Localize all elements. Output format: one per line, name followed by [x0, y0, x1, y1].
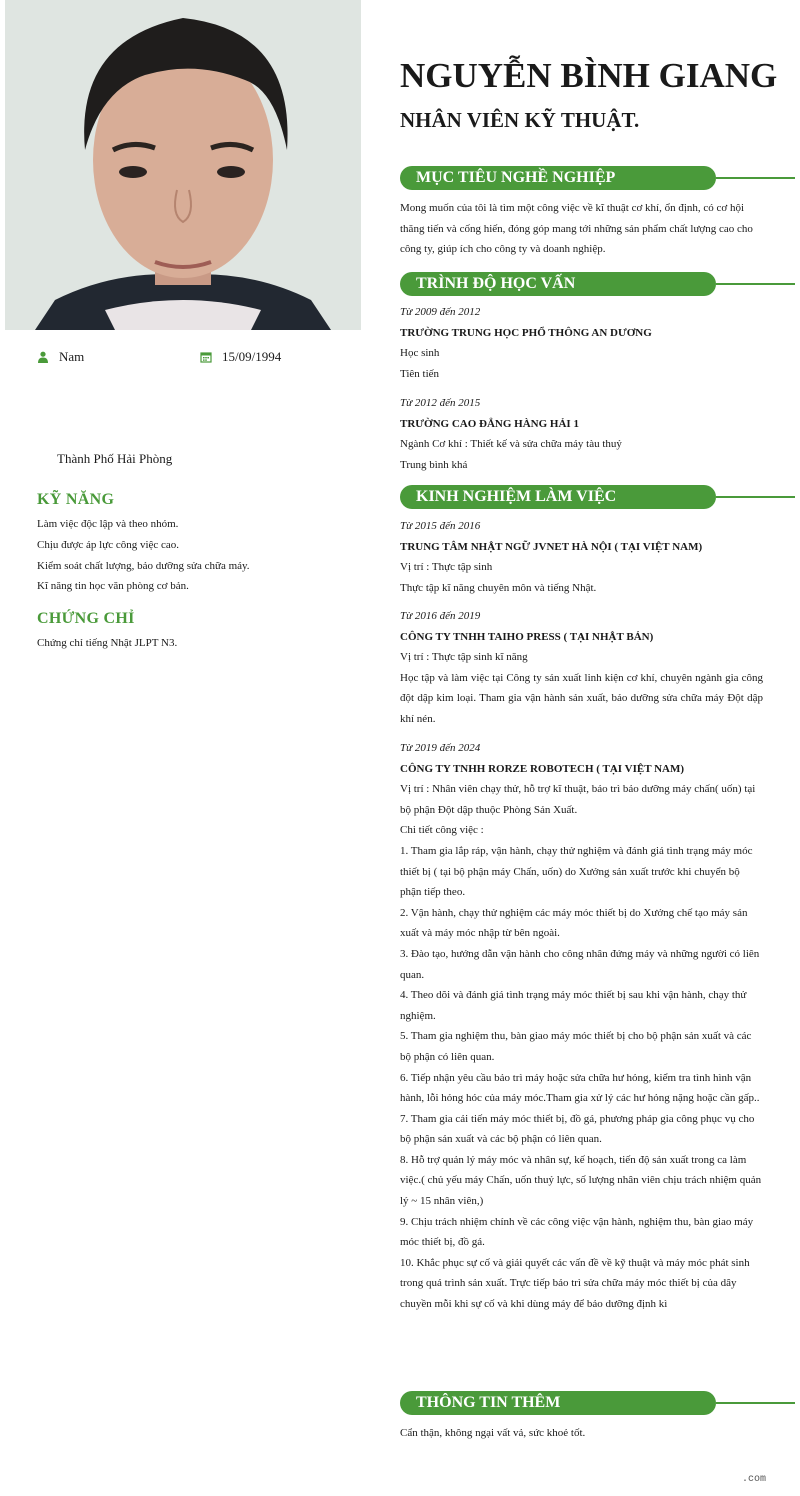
certificates-list: [37, 633, 337, 654]
section-header-education: [400, 272, 795, 296]
profile-photo: [5, 0, 361, 330]
list-item: Kĩ năng tin học văn phòng cơ bản.: [37, 580, 189, 593]
job-description: Thực tập kĩ năng chuyên môn và tiếng Nhật.: [400, 581, 597, 594]
education-detail: Tiên tiến: [400, 367, 440, 380]
job-title: NHÂN VIÊN KỸ THUẬT.: [400, 108, 640, 132]
calendar-icon: [200, 351, 212, 363]
experience-entry: [400, 606, 763, 730]
section-title: MỤC TIÊU NGHỀ NGHIỆP: [416, 169, 616, 186]
period: Từ 2019 đến 2024: [400, 742, 481, 754]
school-name: TRƯỜNG CAO ĐẲNG HÀNG HẢI 1: [400, 417, 579, 430]
education-entry: [400, 393, 763, 475]
duty-item: 9. Chịu trách nhiệm chính về các công việc vận hành, nghiệm thu, bàn giao máy móc thiết bị, đồ gá.: [400, 1215, 754, 1249]
details-label: Chi tiết công việc :: [400, 824, 484, 837]
section-header-extra: [400, 1391, 795, 1415]
list-item: Chứng chỉ tiếng Nhật JLPT N3.: [37, 637, 178, 649]
objective-text: Mong muốn của tôi là tìm một công việc về kĩ thuật cơ khí, ổn định, có cơ hội thăng tiến và cống hiến, đóng góp mang tới những sản phẩm chất lượng cao cho công ty, giúp ích cho công ty và doanh nghiệp.: [400, 202, 753, 256]
gender-value: Nam: [59, 349, 85, 364]
company-name: CÔNG TY TNHH RORZE ROBOTECH ( TẠI VIỆT NAM): [400, 762, 685, 775]
period: Từ 2012 đến 2015: [400, 397, 481, 409]
school-name: TRƯỜNG TRUNG HỌC PHỔ THÔNG AN DƯƠNG: [400, 326, 652, 339]
education-detail: Học sinh: [400, 347, 440, 360]
company-name: CÔNG TY TNHH TAIHO PRESS ( TẠI NHẬT BẢN): [400, 630, 654, 643]
experience-entry: [400, 738, 763, 1315]
section-title: THÔNG TIN THÊM: [416, 1394, 561, 1411]
skills-list: [37, 514, 337, 597]
skills-heading: KỸ NĂNG: [37, 491, 115, 508]
section-header-experience: [400, 485, 795, 509]
period: Từ 2009 đến 2012: [400, 306, 481, 318]
person-icon: [37, 351, 49, 363]
gender-field: [37, 349, 84, 365]
list-item: Làm việc độc lập và theo nhóm.: [37, 518, 179, 530]
address-value: Thành Phố Hải Phòng: [57, 451, 173, 466]
section-header-objective: [400, 166, 795, 190]
duty-item: 7. Tham gia cải tiến máy móc thiết bị, đồ gá, phương pháp gia công phục vụ cho bộ phận sản xuất và các bộ phận có liên quan.: [400, 1112, 755, 1146]
education-entry: [400, 302, 763, 384]
duty-item: 10. Khắc phục sự cố và giải quyết các vấn đề về kỹ thuật và máy móc phát sinh trong quá trình sản xuất. Trực tiếp bảo trì sửa chữa máy móc thiết bị của dây chuyền mỗi khi sự cố và khi dùng máy để bảo dưỡng định kì: [400, 1256, 750, 1311]
duty-item: 8. Hỗ trợ quản lý máy móc và nhân sự, kế hoạch, tiến độ sản xuất trong ca làm việc.( chủ yếu máy Chấn, uốn thuỷ lực, số lượng nhân viên chịu trách nhiệm quản lý ~ 15 nhân viên,): [400, 1153, 762, 1208]
duty-item: 3. Đào tạo, hướng dẫn vận hành cho công nhân đứng máy và những người có liên quan.: [400, 947, 760, 981]
list-item: Chịu được áp lực công việc cao.: [37, 538, 180, 551]
duty-item: 2. Vận hành, chạy thử nghiệm các máy móc thiết bị do Xưởng chế tạo máy sản xuất và máy móc nhập từ bên ngoài.: [400, 906, 748, 940]
education-detail: Trung bình khá: [400, 458, 468, 471]
position: Vị trí : Nhân viên chạy thử, hỗ trợ kĩ thuật, bảo trì bảo dưỡng máy chấn( uốn) tại bộ phận Đột dập thuộc Phòng Sản Xuất.: [400, 783, 756, 816]
section-title: TRÌNH ĐỘ HỌC VẤN: [416, 275, 576, 292]
footer-mark: .com: [742, 1474, 767, 1485]
period: Từ 2016 đến 2019: [400, 610, 481, 622]
extra-text: Cẩn thận, không ngại vất vả, sức khoẻ tốt.: [400, 1427, 586, 1439]
duty-item: 4. Theo dõi và đánh giá tình trạng máy móc thiết bị sau khi vận hành, chạy thử nghiệm.: [400, 989, 747, 1022]
period: Từ 2015 đến 2016: [400, 520, 481, 532]
duty-item: 6. Tiếp nhận yêu cầu bảo trì máy hoặc sửa chữa hư hỏng, kiểm tra tình hình vận hành, lỗi hỏng hóc của máy móc.Tham gia xử lý các hư hỏng nặng hoặc cần gấp..: [400, 1071, 760, 1105]
position: Vị trí : Thực tập sinh: [400, 561, 493, 574]
duty-item: 5. Tham gia nghiệm thu, bàn giao máy móc thiết bị cho bộ phận sản xuất và các bộ phận có liên quan.: [400, 1030, 752, 1063]
dob-value: 15/09/1994: [222, 349, 282, 364]
certificates-heading: CHỨNG CHỈ: [37, 610, 135, 627]
education-detail: Ngành Cơ khí : Thiết kế và sửa chữa máy tàu thuỷ: [400, 438, 622, 451]
list-item: Kiểm soát chất lượng, bảo dưỡng sửa chữa máy.: [37, 559, 250, 572]
duty-item: 1. Tham gia lắp ráp, vận hành, chạy thử nghiệm và đánh giá tình trạng máy móc thiết bị ( tại bộ phận máy Chấn, uốn) do Xưởng sản xuất trước khi chuyển bộ phận tiếp theo.: [400, 844, 753, 899]
candidate-name: NGUYỄN BÌNH GIANG: [400, 56, 778, 95]
section-title: KINH NGHIỆM LÀM VIỆC: [416, 488, 617, 505]
company-name: TRUNG TÂM NHẬT NGỮ JVNET HÀ NỘI ( TẠI VIỆT NAM): [400, 540, 703, 553]
position: Vị trí : Thực tập sinh kĩ năng: [400, 651, 528, 664]
experience-entry: [400, 516, 763, 598]
dob-field: [200, 349, 281, 365]
job-description: Học tập và làm việc tại Công ty sản xuất linh kiện cơ khí, chuyên ngành gia công đột dập kim loại. Tham gia vận hành sản xuất, bảo dưỡng sửa chữa máy Đột dập khí nén.: [400, 671, 763, 725]
